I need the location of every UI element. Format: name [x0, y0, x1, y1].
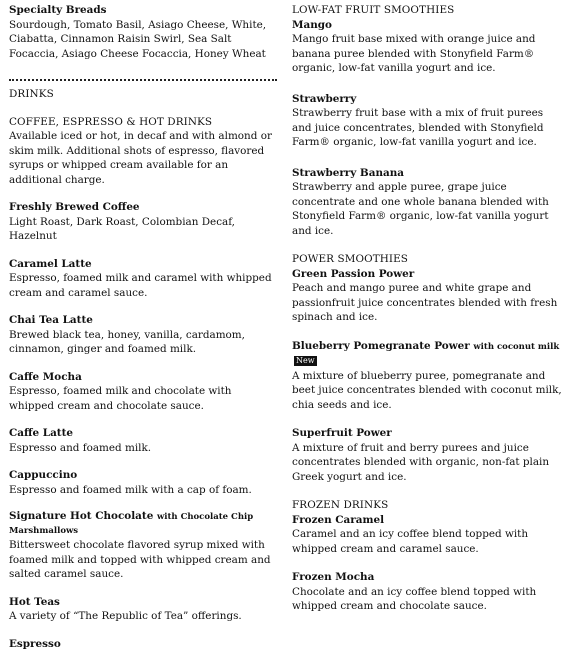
menu-item — [9, 426, 277, 455]
item-desc: A variety of “The Republic of Tea” offerings. — [9, 609, 277, 624]
menu-item — [292, 18, 564, 76]
item-desc: Espresso, foamed milk and chocolate with whipped cream and chocolate sauce. — [9, 384, 277, 413]
item-name: Strawberry — [292, 92, 564, 107]
menu-item — [9, 637, 277, 651]
item-desc: A mixture of blueberry puree, pomegranate and beet juice concentrates blended with coconut milk, chia seeds and ice. — [292, 369, 564, 413]
item-name: Espresso — [9, 637, 277, 651]
menu-item — [9, 370, 277, 414]
item-name — [9, 510, 277, 538]
right-column — [292, 0, 564, 614]
item-desc: Brewed black tea, honey, vanilla, cardamom, cinnamon, ginger and foamed milk. — [9, 328, 277, 357]
menu-item — [9, 468, 277, 497]
menu-item — [292, 92, 564, 150]
item-desc: Espresso and foamed milk. — [9, 441, 277, 456]
item-name: Hot Teas — [9, 595, 277, 610]
item-subtitle: with coconut milk — [473, 342, 559, 352]
item-name: Freshly Brewed Coffee — [9, 200, 277, 215]
menu-item — [292, 426, 564, 484]
item-desc: Sourdough, Tomato Basil, Asiago Cheese, White, Ciabatta, Cinnamon Raisin Swirl, Sea Salt Focaccia, Asiago Cheese Focaccia, Honey Wheat — [9, 18, 277, 62]
item-desc: A mixture of fruit and berry purees and juice concentrates blended with organic, non-fat plain Greek yogurt and ice. — [292, 441, 564, 485]
menu-item — [9, 200, 277, 244]
dotted-divider — [9, 79, 277, 81]
menu-item — [292, 166, 564, 239]
item-name: Frozen Caramel — [292, 513, 564, 528]
item-name: Specialty Breads — [9, 3, 277, 18]
section-heading-lowfat: LOW-FAT FRUIT SMOOTHIES — [292, 3, 564, 18]
item-desc: Peach and mango puree and white grape and passionfruit juice concentrates blended with fresh spinach and ice. — [292, 281, 564, 325]
specialty-breads — [9, 3, 277, 61]
item-title: Blueberry Pomegranate Power — [292, 340, 470, 352]
menu-item-blueberry — [292, 339, 564, 413]
section-heading-coffee: COFFEE, ESPRESSO & HOT DRINKS — [9, 115, 277, 130]
item-name: Caffe Mocha — [9, 370, 277, 385]
item-desc: Caramel and an icy coffee blend topped with whipped cream and caramel sauce. — [292, 527, 564, 556]
item-name: Frozen Mocha — [292, 570, 564, 585]
menu-item — [9, 595, 277, 624]
menu-item — [9, 313, 277, 357]
menu-item-hot-chocolate — [9, 510, 277, 582]
menu-item — [9, 257, 277, 301]
menu-item — [292, 570, 564, 614]
menu-item — [292, 513, 564, 557]
item-desc: Strawberry and apple puree, grape juice concentrate and one whole banana blended with Stonyfield Farm® organic, low-fat vanilla yogurt and ice. — [292, 180, 564, 238]
item-desc: Espresso and foamed milk with a cap of foam. — [9, 483, 277, 498]
new-badge: New — [294, 356, 317, 366]
item-desc: Strawberry fruit base with a mix of fruit purees and juice concentrates, blended with Stonyfield Farm® organic, low-fat vanilla yogurt and ice. — [292, 106, 564, 150]
item-name: Caffe Latte — [9, 426, 277, 441]
menu-item — [292, 267, 564, 325]
item-name: Green Passion Power — [292, 267, 564, 282]
item-name: Mango — [292, 18, 564, 33]
item-name: Cappuccino — [9, 468, 277, 483]
coffee-intro: Available iced or hot, in decaf and with almond or skim milk. Additional shots of espresso, flavored syrups or whipped cream available for an additional charge. — [9, 129, 277, 187]
item-name: Superfruit Power — [292, 426, 564, 441]
section-heading-drinks: DRINKS — [9, 87, 277, 102]
item-name: Strawberry Banana — [292, 166, 564, 181]
item-desc: Light Roast, Dark Roast, Colombian Decaf, Hazelnut — [9, 215, 277, 244]
item-subtitle: with Chocolate Chip Marshmallows — [9, 512, 253, 536]
item-desc: Mango fruit base mixed with orange juice and banana puree blended with Stonyfield Farm® organic, low-fat vanilla yogurt and ice. — [292, 32, 564, 76]
item-name: Caramel Latte — [9, 257, 277, 272]
section-heading-power: POWER SMOOTHIES — [292, 252, 564, 267]
item-desc: Chocolate and an icy coffee blend topped with whipped cream and chocolate sauce. — [292, 585, 564, 614]
section-heading-frozen: FROZEN DRINKS — [292, 498, 564, 513]
item-desc: Bittersweet chocolate flavored syrup mixed with foamed milk and topped with whipped cream and salted caramel sauce. — [9, 538, 277, 582]
left-column — [9, 0, 277, 651]
item-name — [292, 339, 564, 369]
item-name: Chai Tea Latte — [9, 313, 277, 328]
item-title: Signature Hot Chocolate — [9, 510, 153, 522]
item-desc: Espresso, foamed milk and caramel with whipped cream and caramel sauce. — [9, 271, 277, 300]
